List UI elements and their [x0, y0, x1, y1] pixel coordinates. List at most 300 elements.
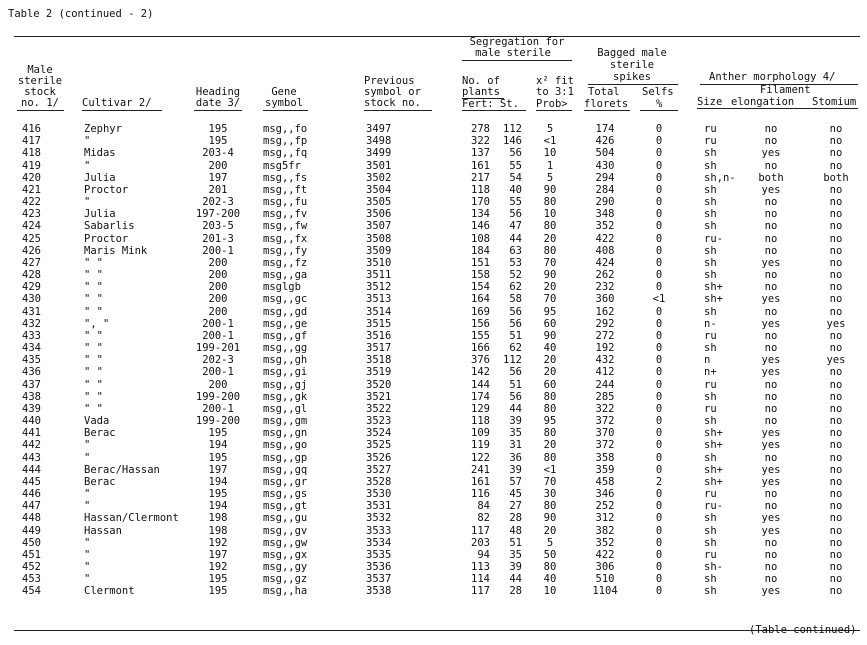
- cell-prev: 3530: [366, 488, 392, 501]
- cell-selfs: 0: [655, 548, 663, 561]
- cell-fert: 119: [471, 439, 490, 452]
- cell-fert: 137: [471, 147, 490, 160]
- cell-elong: no: [764, 342, 778, 355]
- cell-selfs: 0: [655, 378, 663, 391]
- cell-fert: 170: [471, 196, 490, 209]
- cell-prob: 20: [543, 524, 557, 537]
- cell-gene: msg,,ha: [263, 585, 308, 598]
- cell-florets: 352: [595, 220, 615, 233]
- cell-prob: 1: [546, 159, 554, 172]
- cell-heading: 200: [208, 305, 228, 318]
- cell-cultivar: ", ": [84, 317, 110, 330]
- cell-gene: msg,,fs: [263, 171, 308, 184]
- cell-gene: msglgb: [263, 281, 301, 294]
- cell-size: sh: [704, 390, 717, 403]
- cell-st: 55: [509, 159, 522, 172]
- cell-elong: yes: [761, 475, 781, 488]
- cell-prev: 3512: [366, 281, 392, 294]
- cell-size: sh: [704, 159, 717, 172]
- cell-no: 418: [22, 147, 41, 160]
- cell-fert: 144: [471, 378, 490, 391]
- cell-cultivar: Vada: [84, 415, 110, 428]
- cell-fert: 203: [471, 536, 490, 549]
- table-row: [0, 318, 867, 330]
- cell-cultivar: ": [84, 159, 91, 172]
- cell-fert: 161: [471, 475, 490, 488]
- header-chi-2: to 3:1: [536, 86, 574, 98]
- cell-fert: 134: [471, 208, 490, 221]
- cell-heading: 200: [208, 378, 228, 391]
- cell-heading: 194: [208, 475, 228, 488]
- header-stock-4: no. 1/: [21, 97, 59, 109]
- cell-selfs: 0: [655, 512, 663, 525]
- cell-cultivar: Sabarlis: [84, 220, 135, 233]
- cell-no: 443: [22, 451, 41, 464]
- cell-size: sh: [704, 451, 717, 464]
- cell-no: 434: [22, 342, 41, 355]
- cell-st: 28: [509, 585, 522, 598]
- cell-gene: msg,,gq: [263, 463, 308, 476]
- cell-size: sh: [704, 183, 717, 196]
- cell-florets: 422: [595, 548, 615, 561]
- cell-florets: 346: [595, 488, 615, 501]
- cell-gene: msg,,gn: [263, 427, 308, 440]
- cell-gene: msg,,gh: [263, 354, 308, 367]
- cell-prob: 80: [543, 427, 557, 440]
- cell-size: sh: [704, 573, 717, 586]
- cell-no: 441: [22, 427, 41, 440]
- cell-selfs: 0: [655, 536, 663, 549]
- cell-size: sh: [704, 147, 717, 160]
- cell-florets: 424: [595, 256, 615, 269]
- cell-florets: 382: [595, 524, 615, 537]
- cell-gene: msg,,gp: [263, 451, 308, 464]
- cell-stom: no: [829, 147, 843, 160]
- header-bagged-1: Bagged male: [597, 47, 667, 59]
- cell-no: 448: [22, 512, 41, 525]
- cell-fert: 146: [471, 220, 490, 233]
- cell-prev: 3509: [366, 244, 392, 257]
- cell-florets: 192: [595, 342, 615, 355]
- cell-gene: msg,,gt: [263, 500, 308, 513]
- cell-gene: msg,,fw: [263, 220, 308, 233]
- cell-prob: 80: [543, 390, 557, 403]
- cell-elong: no: [764, 402, 778, 415]
- cell-stom: both: [823, 171, 849, 184]
- cell-prev: 3537: [366, 573, 392, 586]
- cell-st: 62: [509, 281, 522, 294]
- cell-size: sh: [704, 208, 717, 221]
- cell-prev: 3513: [366, 293, 392, 306]
- header-anther: Anther morphology 4/: [709, 71, 836, 83]
- header-fert-underline: [462, 110, 526, 111]
- cell-fert: 142: [471, 366, 490, 379]
- cell-selfs: 0: [655, 585, 663, 598]
- cell-prob: 20: [543, 354, 557, 367]
- table-row: [0, 537, 867, 549]
- cell-stom: no: [829, 269, 843, 282]
- cell-stom: yes: [826, 317, 846, 330]
- header-segregation-1: Segregation for: [469, 36, 565, 48]
- cell-st: 55: [509, 196, 522, 209]
- cell-heading: 200: [208, 256, 228, 269]
- header-total-1: Total: [588, 86, 620, 98]
- cell-stom: no: [829, 427, 843, 440]
- cell-cultivar: " ": [84, 256, 103, 269]
- cell-st: 44: [509, 402, 522, 415]
- header-cultivar-underline: [82, 110, 162, 111]
- cell-prev: 3538: [366, 585, 392, 598]
- cell-selfs: 0: [655, 573, 663, 586]
- cell-selfs: 0: [655, 123, 663, 135]
- cell-heading: 195: [208, 135, 228, 148]
- cell-cultivar: Midas: [84, 147, 116, 160]
- cell-fert: 108: [471, 232, 490, 245]
- cell-gene: msg,,fy: [263, 244, 308, 257]
- cell-gene: msg,,gz: [263, 573, 308, 586]
- cell-cultivar: Berac: [84, 475, 116, 488]
- cell-prob: 90: [543, 269, 557, 282]
- cell-gene: msg,,fz: [263, 256, 308, 269]
- cell-no: 451: [22, 548, 41, 561]
- bottom-rule: [14, 630, 860, 631]
- cell-stom: no: [829, 366, 843, 379]
- cell-cultivar: Julia: [84, 171, 116, 184]
- cell-heading: 203-4: [202, 147, 234, 160]
- header-heading-2: date 3/: [195, 97, 241, 109]
- cell-elong: yes: [761, 585, 781, 598]
- cell-cultivar: ": [84, 536, 91, 549]
- cell-prev: 3517: [366, 342, 392, 355]
- cell-cultivar: Julia: [84, 208, 116, 221]
- cell-florets: 348: [595, 208, 615, 221]
- cell-size: ru-: [704, 232, 723, 245]
- cell-elong: no: [764, 415, 778, 428]
- cell-fert: 84: [477, 500, 490, 513]
- cell-selfs: 0: [655, 488, 663, 501]
- cell-no: 423: [22, 208, 41, 221]
- cell-stom: no: [829, 548, 843, 561]
- cell-st: 51: [509, 378, 522, 391]
- cell-stom: no: [829, 305, 843, 318]
- cell-size: sh: [704, 342, 717, 355]
- cell-st: 56: [509, 366, 522, 379]
- table-row: [0, 452, 867, 464]
- table-row: [0, 354, 867, 366]
- cell-no: 454: [22, 585, 41, 598]
- cell-fert: 154: [471, 281, 490, 294]
- cell-no: 417: [22, 135, 41, 148]
- cell-florets: 370: [595, 427, 615, 440]
- cell-size: sh+: [704, 475, 723, 488]
- cell-elong: yes: [761, 439, 781, 452]
- cell-elong: no: [764, 281, 778, 294]
- cell-heading: 202-3: [202, 196, 234, 209]
- cell-size: ru: [704, 123, 717, 135]
- cell-st: 45: [509, 488, 522, 501]
- cell-cultivar: " ": [84, 354, 103, 367]
- cell-prev: 3534: [366, 536, 392, 549]
- table-row: [0, 476, 867, 488]
- cell-selfs: 0: [655, 147, 663, 160]
- cell-cultivar: ": [84, 439, 91, 452]
- cell-st: 27: [509, 500, 522, 513]
- cell-no: 420: [22, 171, 41, 184]
- cell-st: 51: [509, 536, 522, 549]
- cell-st: 44: [509, 232, 522, 245]
- cell-st: 31: [509, 439, 522, 452]
- cell-no: 444: [22, 463, 41, 476]
- cell-prob: 70: [543, 256, 557, 269]
- cell-florets: 262: [595, 269, 615, 282]
- cell-heading: 195: [208, 585, 228, 598]
- cell-st: 39: [509, 463, 522, 476]
- cell-size: ru: [704, 402, 717, 415]
- cell-florets: 292: [595, 317, 615, 330]
- cell-st: 53: [509, 256, 522, 269]
- cell-prev: 3536: [366, 561, 392, 574]
- cell-st: 56: [509, 390, 522, 403]
- cell-heading: 198: [208, 524, 228, 537]
- cell-selfs: 0: [655, 269, 663, 282]
- cell-st: 58: [509, 293, 522, 306]
- cell-prob: 90: [543, 183, 557, 196]
- cell-no: 427: [22, 256, 41, 269]
- cell-florets: 358: [595, 451, 615, 464]
- cell-elong: no: [764, 220, 778, 233]
- cell-prob: <1: [543, 135, 557, 148]
- header-plants-3: Fert: St.: [462, 98, 519, 110]
- cell-heading: 195: [208, 573, 228, 586]
- header-previous-2: symbol or: [364, 86, 421, 98]
- header-stock-3: stock: [24, 86, 56, 98]
- cell-florets: 359: [595, 463, 615, 476]
- table-row: [0, 196, 867, 208]
- cell-selfs: 0: [655, 220, 663, 233]
- cell-fert: 82: [477, 512, 490, 525]
- cell-cultivar: " ": [84, 402, 103, 415]
- cell-prev: 3525: [366, 439, 392, 452]
- cell-gene: msg,,gg: [263, 342, 308, 355]
- cell-elong: no: [764, 269, 778, 282]
- cell-prev: 3526: [366, 451, 392, 464]
- cell-gene: msg,,gv: [263, 524, 308, 537]
- cell-florets: 360: [595, 293, 615, 306]
- cell-prob: 40: [543, 573, 557, 586]
- header-bagged-2: sterile: [609, 59, 655, 71]
- header-total-underline: [584, 110, 630, 111]
- cell-size: sh: [704, 256, 717, 269]
- cell-fert: 376: [471, 354, 490, 367]
- cell-gene: msg,,gy: [263, 561, 308, 574]
- cell-prob: 5: [546, 536, 554, 549]
- cell-no: 452: [22, 561, 41, 574]
- table-row: [0, 549, 867, 561]
- cell-heading: 200-1: [202, 329, 234, 342]
- header-stock-2: sterile: [17, 75, 63, 87]
- cell-heading: 197: [208, 171, 228, 184]
- cell-gene: msg5fr: [263, 159, 301, 172]
- header-bagged-underline: [588, 84, 678, 85]
- table-row: [0, 306, 867, 318]
- cell-prob: 20: [543, 232, 557, 245]
- cell-selfs: 0: [655, 159, 663, 172]
- cell-prev: 3533: [366, 524, 392, 537]
- header-segregation-2: male sterile: [475, 47, 551, 59]
- cell-prev: 3524: [366, 427, 392, 440]
- cell-selfs: 0: [655, 196, 663, 209]
- table-row: [0, 415, 867, 427]
- cell-gene: msg,,fu: [263, 196, 308, 209]
- cell-florets: 272: [595, 329, 615, 342]
- cell-elong: both: [758, 171, 784, 184]
- cell-size: sh: [704, 196, 717, 209]
- header-plants-2: plants: [462, 86, 500, 98]
- cell-prev: 3522: [366, 402, 392, 415]
- cell-prev: 3498: [366, 135, 392, 148]
- cell-selfs: 0: [655, 342, 663, 355]
- cell-no: 424: [22, 220, 41, 233]
- cell-stom: no: [829, 208, 843, 221]
- cell-selfs: 0: [655, 171, 663, 184]
- cell-fert: 322: [471, 135, 490, 148]
- cell-elong: no: [764, 329, 778, 342]
- cell-elong: no: [764, 500, 778, 513]
- header-selfs-2: %: [656, 98, 663, 110]
- cell-prob: 10: [543, 208, 557, 221]
- cell-st: 62: [509, 342, 522, 355]
- cell-cultivar: " ": [84, 366, 103, 379]
- cell-florets: 422: [595, 232, 615, 245]
- cell-prob: 20: [543, 366, 557, 379]
- table-row: [0, 147, 867, 159]
- cell-cultivar: ": [84, 135, 91, 148]
- cell-st: 44: [509, 573, 522, 586]
- cell-prev: 3520: [366, 378, 392, 391]
- cell-prev: 3510: [366, 256, 392, 269]
- cell-fert: 169: [471, 305, 490, 318]
- cell-cultivar: ": [84, 561, 91, 574]
- cell-st: 56: [509, 208, 522, 221]
- cell-cultivar: Maris Mink: [84, 244, 148, 257]
- cell-fert: 166: [471, 342, 490, 355]
- cell-no: 439: [22, 402, 41, 415]
- cell-fert: 117: [471, 585, 490, 598]
- cell-st: 28: [509, 512, 522, 525]
- table-row: [0, 500, 867, 512]
- table-title: Table 2 (continued - 2): [8, 8, 154, 20]
- cell-prob: 90: [543, 512, 557, 525]
- cell-prob: 10: [543, 147, 557, 160]
- cell-st: 48: [509, 524, 522, 537]
- header-filament: Filament: [760, 84, 811, 96]
- cell-prev: 3532: [366, 512, 392, 525]
- cell-florets: 352: [595, 536, 615, 549]
- cell-gene: msg,,gm: [263, 415, 308, 428]
- cell-gene: msg,,ga: [263, 269, 308, 282]
- table-row: [0, 561, 867, 573]
- cell-selfs: 0: [655, 390, 663, 403]
- cell-elong: yes: [761, 317, 781, 330]
- cell-cultivar: ": [84, 548, 91, 561]
- cell-cultivar: Hassan: [84, 524, 122, 537]
- cell-st: 39: [509, 561, 522, 574]
- cell-selfs: 0: [655, 500, 663, 513]
- cell-fert: 151: [471, 256, 490, 269]
- header-gene-underline: [263, 110, 308, 111]
- cell-stom: no: [829, 475, 843, 488]
- cell-elong: no: [764, 561, 778, 574]
- cell-heading: 200-1: [202, 366, 234, 379]
- cell-st: 146: [503, 135, 522, 148]
- cell-fert: 94: [477, 548, 490, 561]
- cell-stom: no: [829, 244, 843, 257]
- cell-gene: msg,,fo: [263, 123, 308, 135]
- cell-st: 57: [509, 475, 522, 488]
- cell-florets: 430: [595, 159, 615, 172]
- cell-stom: yes: [826, 354, 846, 367]
- cell-prev: 3506: [366, 208, 392, 221]
- cell-st: 56: [509, 317, 522, 330]
- cell-heading: 197: [208, 463, 228, 476]
- cell-heading: 200-1: [202, 317, 234, 330]
- cell-heading: 200: [208, 281, 228, 294]
- table-row: [0, 585, 867, 597]
- cell-heading: 199-201: [195, 342, 241, 355]
- cell-selfs: 0: [655, 232, 663, 245]
- cell-gene: msg,,fv: [263, 208, 308, 221]
- cell-size: sh: [704, 536, 717, 549]
- cell-st: 56: [509, 147, 522, 160]
- cell-elong: no: [764, 378, 778, 391]
- cell-prob: 80: [543, 451, 557, 464]
- cell-prev: 3523: [366, 415, 392, 428]
- cell-size: sh+: [704, 427, 723, 440]
- cell-stom: no: [829, 402, 843, 415]
- header-selfs-underline: [640, 110, 678, 111]
- cell-gene: msg,,gr: [263, 475, 308, 488]
- cell-fert: 113: [471, 561, 490, 574]
- cell-selfs: 0: [655, 183, 663, 196]
- cell-elong: yes: [761, 463, 781, 476]
- cell-elong: no: [764, 305, 778, 318]
- cell-fert: 109: [471, 427, 490, 440]
- cell-prev: 3518: [366, 354, 392, 367]
- cell-no: 435: [22, 354, 41, 367]
- cell-no: 428: [22, 269, 41, 282]
- table-row: [0, 269, 867, 281]
- header-gene-2: symbol: [265, 97, 303, 109]
- cell-selfs: 0: [655, 135, 663, 148]
- cell-prev: 3501: [366, 159, 392, 172]
- cell-fert: 164: [471, 293, 490, 306]
- cell-fert: 278: [471, 123, 490, 135]
- cell-heading: 195: [208, 427, 228, 440]
- cell-size: sh: [704, 220, 717, 233]
- cell-size: ru: [704, 378, 717, 391]
- cell-size: sh: [704, 512, 717, 525]
- cell-st: 56: [509, 305, 522, 318]
- cell-prob: 20: [543, 439, 557, 452]
- cell-stom: no: [829, 524, 843, 537]
- cell-stom: no: [829, 329, 843, 342]
- cell-heading: 197: [208, 548, 228, 561]
- cell-elong: no: [764, 208, 778, 221]
- cell-florets: 322: [595, 402, 615, 415]
- table-row: [0, 281, 867, 293]
- cell-no: 442: [22, 439, 41, 452]
- cell-prev: 3516: [366, 329, 392, 342]
